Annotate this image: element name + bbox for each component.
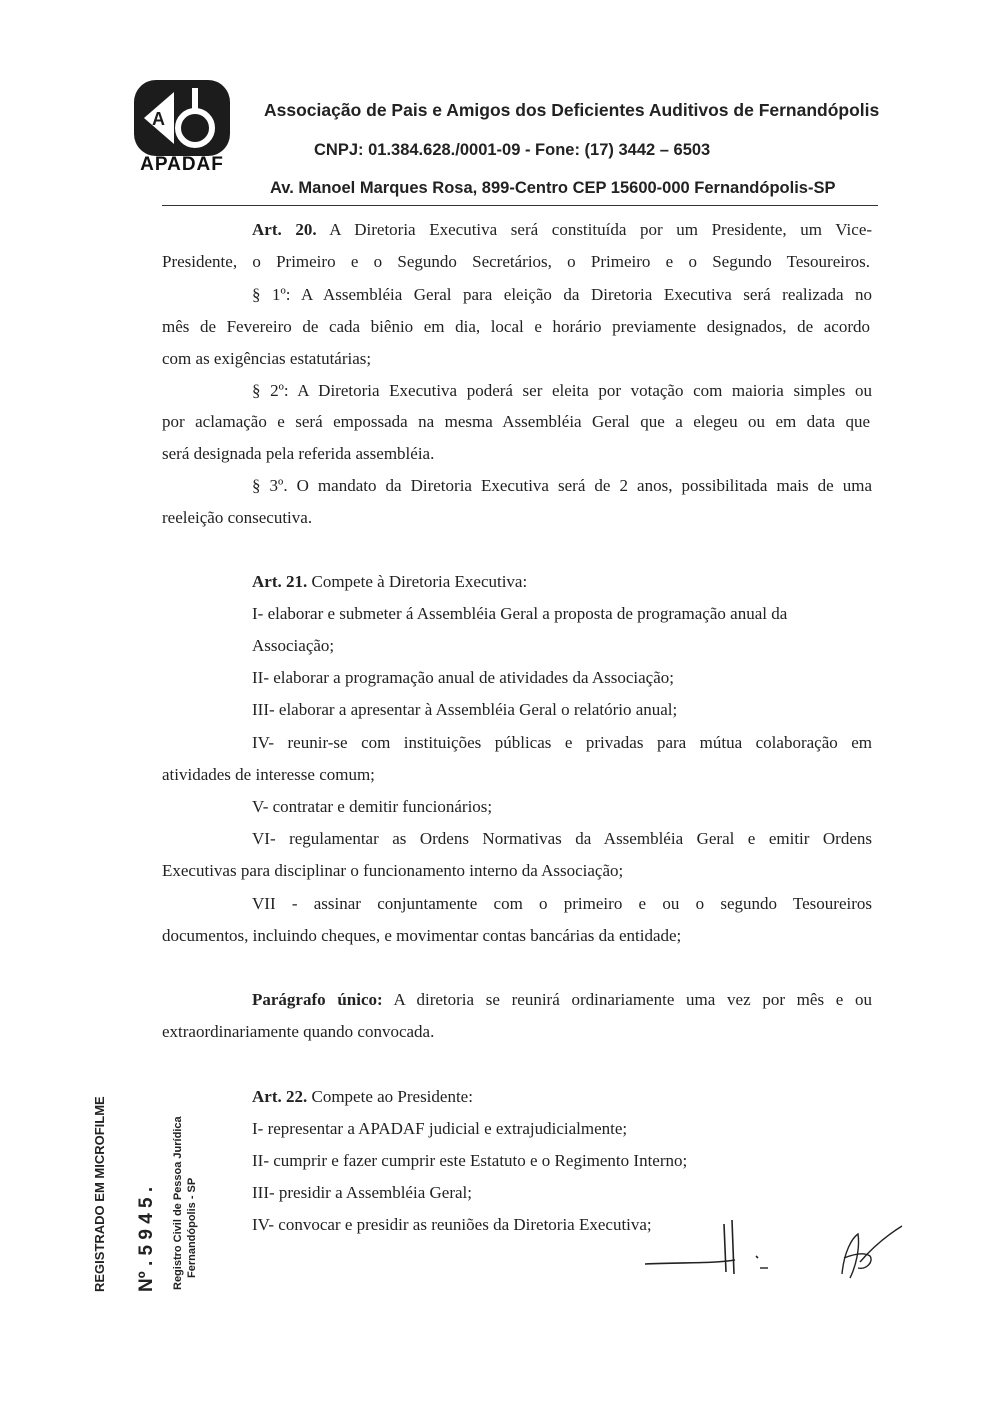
- art20-line1-text: A Diretoria Executiva será constituída por um Presidente, um Vice-: [329, 220, 873, 239]
- art20-p3-line1: § 3º. O mandato da Diretoria Executiva será de 2 anos, possibilitada mais de uma: [252, 476, 872, 495]
- art21-item-iii: III- elaborar a apresentar à Assembléia Geral o relatório anual;: [252, 700, 678, 719]
- art22-intro: Compete ao Presidente:: [311, 1087, 473, 1106]
- art21-item-vii-line1: VII - assinar conjuntamente com o primeiro e ou o segundo Tesoureiros: [252, 894, 872, 913]
- art20-line1: [252, 220, 872, 240]
- art20-p3-line2: reeleição consecutiva.: [162, 508, 313, 527]
- art20-p2-line3: será designada pela referida assembléia.: [162, 444, 435, 463]
- stamp-registry: Registro Civil de Pessoa Jurídica: [172, 1116, 184, 1290]
- ear-icon: [134, 80, 230, 156]
- art21-item-iv-line1: IV- reunir-se com instituições públicas e privadas para mútua colaboração em: [252, 733, 872, 752]
- art22-item-iv: IV- convocar e presidir as reuniões da Diretoria Executiva;: [252, 1215, 652, 1234]
- svg-text:A: A: [152, 109, 165, 129]
- art21-item-ii: II- elaborar a programação anual de atividades da Associação;: [252, 668, 674, 687]
- paragrafo-unico-line2: extraordinariamente quando convocada.: [162, 1022, 435, 1041]
- art21-item-vi-line2: Executivas para disciplinar o funcionamento interno da Associação;: [162, 861, 624, 880]
- art20-p1-line2: mês de Fevereiro de cada biênio em dia, local e horário previamente designados, de acordo: [162, 317, 870, 336]
- header-divider: [162, 205, 878, 206]
- stamp-registered: REGISTRADO EM MICROFILME: [92, 1096, 107, 1292]
- signature-initials-1: [640, 1212, 790, 1282]
- paragrafo-unico-label: Parágrafo único:: [252, 990, 383, 1009]
- art20-p1-line1: § 1º: A Assembléia Geral para eleição da Diretoria Executiva será realizada no: [252, 285, 872, 304]
- microfilm-stamp: [76, 1096, 216, 1300]
- org-name: Associação de Pais e Amigos dos Deficientes Auditivos de Fernandópolis: [264, 100, 880, 120]
- art21-heading: [252, 572, 527, 592]
- art21-item-vii-line2: documentos, incluindo cheques, e movimentar contas bancárias da entidade;: [162, 926, 682, 945]
- org-address: Av. Manoel Marques Rosa, 899-Centro CEP 15600-000 Fernandópolis-SP: [270, 179, 836, 197]
- art22-item-ii: II- cumprir e fazer cumprir este Estatuto e o Regimento Interno;: [252, 1151, 688, 1170]
- logo-text: APADAF: [140, 154, 224, 175]
- paragrafo-unico-line1: [252, 990, 872, 1010]
- art21-item-i-line2: Associação;: [252, 636, 335, 655]
- art22-item-iii: III- presidir a Assembléia Geral;: [252, 1183, 472, 1202]
- art20-p2-line2: por aclamação e será empossada na mesma Assembléia Geral que a elegeu ou em data que: [162, 412, 870, 431]
- art20-line2: Presidente, o Primeiro e o Segundo Secretários, o Primeiro e o Segundo Tesoureiros.: [162, 252, 870, 271]
- art22-item-i: I- representar a APADAF judicial e extrajudicialmente;: [252, 1119, 628, 1138]
- art22-heading: [252, 1087, 473, 1107]
- apadaf-logo: [128, 80, 236, 176]
- art20-p2-line1: § 2º: A Diretoria Executiva poderá ser eleita por votação com maioria simples ou: [252, 381, 872, 400]
- stamp-number: Nº . 5 9 4 5 .: [136, 1186, 157, 1292]
- signature-initials-2: [830, 1222, 910, 1284]
- art21-item-iv-line2: atividades de interesse comum;: [162, 765, 375, 784]
- art21-label: Art. 21.: [252, 572, 308, 591]
- org-cnpj-phone: CNPJ: 01.384.628./0001-09 - Fone: (17) 3442 – 6503: [314, 141, 711, 159]
- art20-p1-line3: com as exigências estatutárias;: [162, 349, 372, 368]
- art21-item-i-line1: I- elaborar e submeter á Assembléia Geral a proposta de programação anual da: [252, 604, 788, 623]
- art20-label: Art. 20.: [252, 220, 317, 239]
- logo-mark: [134, 80, 230, 156]
- art21-item-v: V- contratar e demitir funcionários;: [252, 797, 493, 816]
- stamp-city: Fernandópolis - SP: [186, 1177, 198, 1278]
- art21-intro: Compete à Diretoria Executiva:: [311, 572, 528, 591]
- art21-item-vi-line1: VI- regulamentar as Ordens Normativas da Assembléia Geral e emitir Ordens: [252, 829, 872, 848]
- art22-label: Art. 22.: [252, 1087, 308, 1106]
- paragrafo-unico-text: A diretoria se reunirá ordinariamente uma vez por mês e ou: [393, 990, 872, 1009]
